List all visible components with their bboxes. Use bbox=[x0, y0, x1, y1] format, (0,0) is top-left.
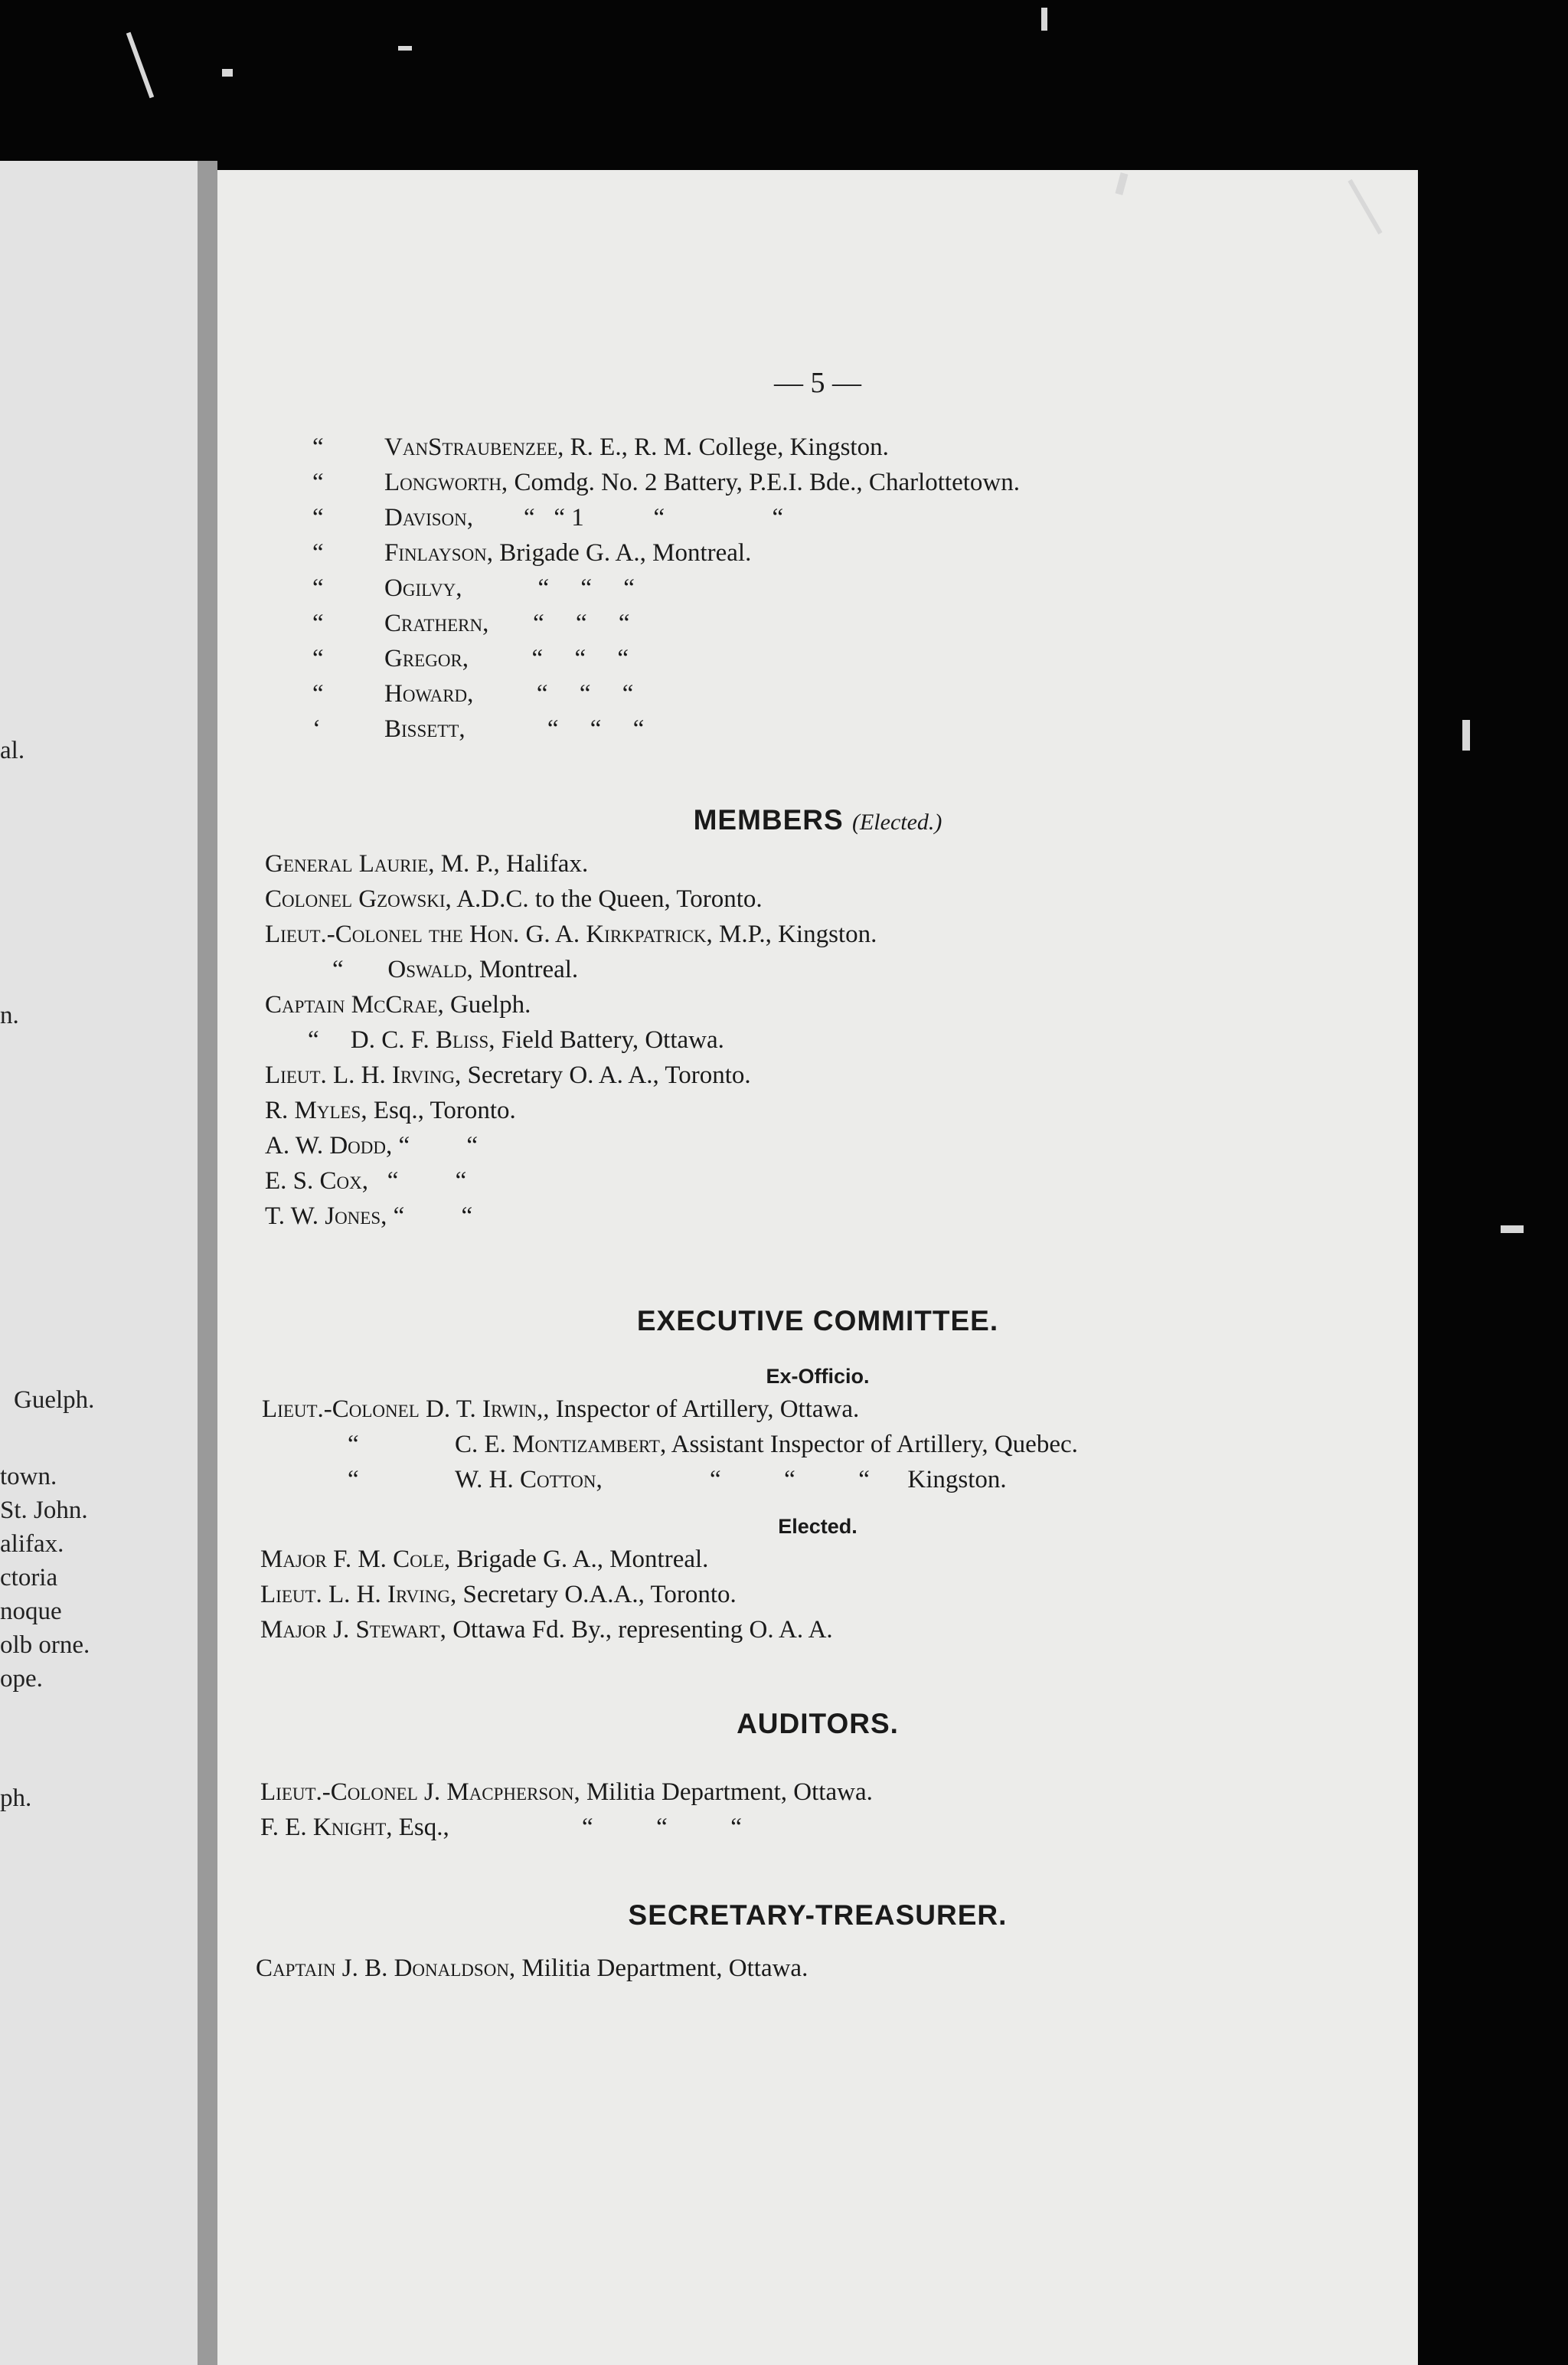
left-fragment: olb orne. bbox=[0, 1631, 90, 1659]
ditto-mark: “ bbox=[312, 645, 324, 672]
left-fragment: alifax. bbox=[0, 1530, 64, 1558]
member-entry: Lieut. L. H. Irving, Secretary O. A. A., Toronto. bbox=[265, 1061, 751, 1089]
elected-entry: Major F. M. Cole, Brigade G. A., Montreal. bbox=[260, 1546, 709, 1573]
officer-entry: Finlayson, Brigade G. A., Montreal. bbox=[384, 539, 752, 567]
officer-entry: VanStraubenzee, R. E., R. M. College, Kingston. bbox=[384, 433, 889, 461]
dust-speck bbox=[1041, 8, 1047, 31]
page-gutter bbox=[198, 161, 217, 2365]
member-entry: R. Myles, Esq., Toronto. bbox=[265, 1097, 516, 1124]
ex-officio-entry: W. H. Cotton, “ “ “ Kingston. bbox=[455, 1466, 1007, 1493]
ditto-mark: ‘ bbox=[312, 715, 321, 743]
member-entry: A. W. Dodd, “ “ bbox=[265, 1132, 479, 1160]
left-fragment: ph. bbox=[0, 1784, 32, 1812]
member-entry: “ D. C. F. Bliss, Field Battery, Ottawa. bbox=[308, 1026, 724, 1054]
secretary-heading: SECRETARY-TREASURER. bbox=[628, 1899, 1008, 1931]
ditto-mark: “ bbox=[312, 574, 324, 602]
officer-entry: Davison, “ “ 1 “ “ bbox=[384, 504, 784, 532]
left-fragment: n. bbox=[0, 1002, 19, 1029]
ditto-mark: “ bbox=[312, 610, 324, 637]
officer-entry: Bissett, “ “ “ bbox=[384, 715, 645, 743]
officer-entry: Ogilvy, “ “ “ bbox=[384, 574, 635, 602]
ditto-mark: “ bbox=[312, 539, 324, 567]
officer-entry: Longworth, Comdg. No. 2 Battery, P.E.I. Bde., Charlottetown. bbox=[384, 469, 1020, 496]
officer-entry: Howard, “ “ “ bbox=[384, 680, 634, 708]
ex-officio-entry: “ bbox=[348, 1431, 359, 1458]
document-page bbox=[217, 170, 1418, 2365]
officer-entry: Gregor, “ “ “ bbox=[384, 645, 629, 672]
executive-heading: EXECUTIVE COMMITTEE. bbox=[636, 1305, 999, 1336]
member-entry: E. S. Cox, “ “ bbox=[265, 1167, 467, 1195]
members-heading: MEMBERS (Elected.) bbox=[693, 804, 942, 836]
ex-officio-entry: Lieut.-Colonel D. T. Irwin,, Inspector of Artillery, Ottawa. bbox=[262, 1395, 860, 1423]
auditor-entry: Lieut.-Colonel J. Macpherson, Militia Department, Ottawa. bbox=[260, 1778, 873, 1806]
auditors-heading: AUDITORS. bbox=[737, 1708, 899, 1739]
page-number: — 5 — bbox=[774, 367, 861, 399]
elected-entry: Lieut. L. H. Irving, Secretary O.A.A., Toronto. bbox=[260, 1581, 737, 1608]
member-entry: Lieut.-Colonel the Hon. G. A. Kirkpatrick, M.P., Kingston. bbox=[265, 921, 877, 948]
ex-officio-entry: “ bbox=[348, 1466, 359, 1493]
member-entry: “ Oswald, Montreal. bbox=[332, 956, 579, 983]
ditto-mark: “ bbox=[312, 433, 324, 461]
ditto-mark: “ bbox=[312, 680, 324, 708]
dust-speck bbox=[1501, 1225, 1524, 1233]
elected-entry: Major J. Stewart, Ottawa Fd. By., representing O. A. A. bbox=[260, 1616, 833, 1644]
dust-speck bbox=[126, 32, 154, 99]
left-fragment: noque bbox=[0, 1598, 62, 1625]
left-fragment: St. John. bbox=[0, 1497, 88, 1524]
dust-speck bbox=[222, 69, 233, 77]
auditor-entry: F. E. Knight, Esq., “ “ “ bbox=[260, 1814, 742, 1841]
left-fragment: town. bbox=[0, 1463, 57, 1490]
ex-officio-subheading: Ex-Officio. bbox=[766, 1365, 870, 1388]
member-entry: T. W. Jones, “ “ bbox=[265, 1202, 473, 1230]
dust-speck bbox=[398, 46, 412, 51]
member-entry: Colonel Gzowski, A.D.C. to the Queen, Toronto. bbox=[265, 885, 763, 913]
officer-entry: Crathern, “ “ “ bbox=[384, 610, 630, 637]
member-entry: Captain McCrae, Guelph. bbox=[265, 991, 531, 1019]
elected-subheading: Elected. bbox=[778, 1515, 858, 1538]
left-fragment: Guelph. bbox=[14, 1386, 95, 1414]
ex-officio-entry: C. E. Montizambert, Assistant Inspector of Artillery, Quebec. bbox=[455, 1431, 1078, 1458]
left-fragment: ope. bbox=[0, 1665, 43, 1693]
left-fragment: ctoria bbox=[0, 1564, 58, 1591]
left-fragment: al. bbox=[0, 737, 25, 764]
member-entry: General Laurie, M. P., Halifax. bbox=[265, 850, 589, 878]
facing-page bbox=[0, 161, 198, 2365]
secretary-entry: Captain J. B. Donaldson, Militia Department, Ottawa. bbox=[256, 1954, 808, 1982]
dust-speck bbox=[1462, 720, 1470, 751]
ditto-mark: “ bbox=[312, 504, 324, 532]
ditto-mark: “ bbox=[312, 469, 324, 496]
